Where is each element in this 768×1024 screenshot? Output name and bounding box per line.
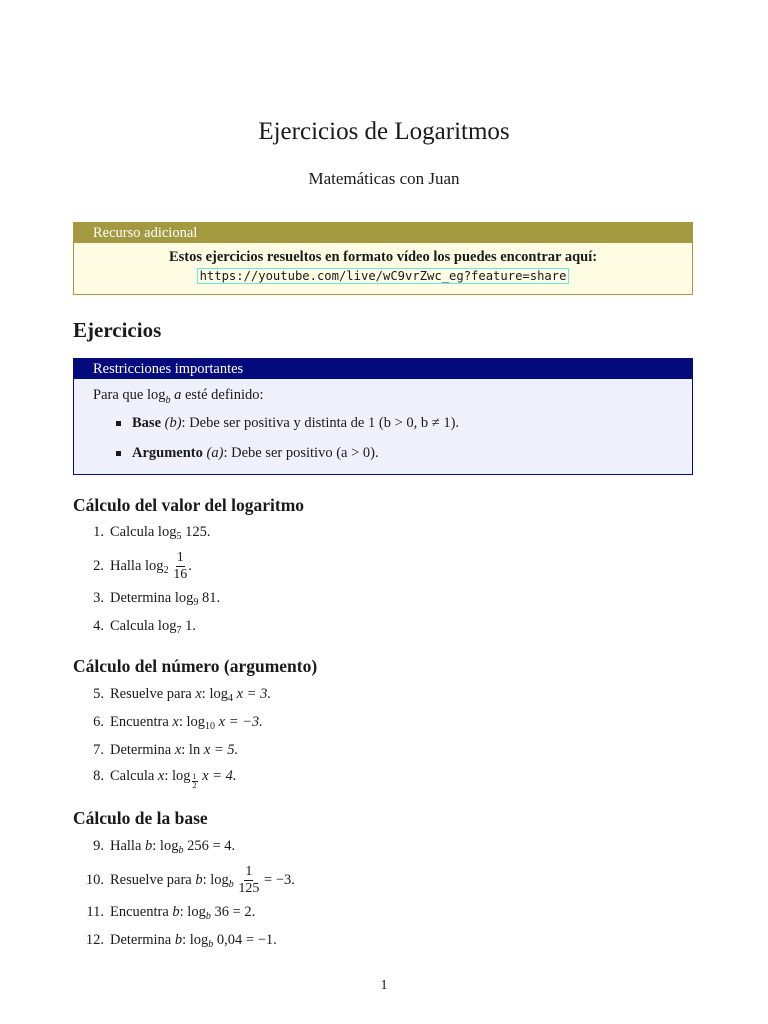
list-item: 10. Resuelve para b : log b $\frac{1}{125}$ = −3. [85, 864, 295, 896]
document-author: Matemáticas con Juan [308, 169, 460, 188]
list-item: 12. Determina b : log b 0,04 = −1. [85, 932, 277, 950]
page-number: 1 [380, 978, 388, 993]
video-link[interactable]: https://youtube.com/live/wC9vrZwc_eg?feature=share [197, 268, 570, 284]
list-item: 6. Encuentra x : log 10 x = −3. [93, 714, 263, 732]
section-heading-argument: Cálculo del número (argumento) [73, 656, 318, 676]
document-title: Ejercicios de Logaritmos [258, 118, 510, 145]
list-item: 4. Calcula log 7 1. [93, 618, 196, 636]
restriction-item-argument: Argumento (a): Debe ser positivo (a > 0). [114, 442, 692, 464]
list-item: 3. Determina log 9 81. [93, 590, 221, 608]
restriction-item-base: Base (b): Debe ser positiva y distinta de 1 (b > 0, b ≠ 1). [114, 412, 692, 434]
list-item: 9. Halla b : log b 256 = 4. [93, 838, 236, 856]
restrictions-box-header: Restricciones importantes [74, 359, 692, 379]
resource-box [73, 222, 693, 295]
list-item: 2. Halla log 2 $\frac{1}{16}$ . [93, 550, 192, 582]
list-item: 1. Calcula log 5 125. [93, 524, 211, 542]
restrictions-box [73, 358, 693, 475]
section-heading-value: Cálculo del valor del logaritmo [73, 495, 305, 515]
list-item: 11. Encuentra b : log b 36 = 2. [86, 904, 256, 922]
resource-box-header: Recurso adicional [74, 223, 692, 243]
resource-box-text: Estos ejercicios resueltos en formato vídeo los puedes encontrar aquí: [168, 249, 598, 265]
restrictions-intro: Para que $\log_b a$ esté definido: [93, 387, 264, 406]
list-item: 8. Calcula x : log $\frac{1}{2}$ x = 4. [93, 768, 237, 790]
list-item: 7. Determina x : ln x = 5. [93, 742, 239, 758]
restrictions-list [74, 412, 692, 464]
section-heading-base: Cálculo de la base [73, 808, 208, 828]
list-item: 5. Resuelve para x : log 4 x = 3. [93, 686, 271, 704]
exercises-heading: Ejercicios [73, 318, 162, 342]
